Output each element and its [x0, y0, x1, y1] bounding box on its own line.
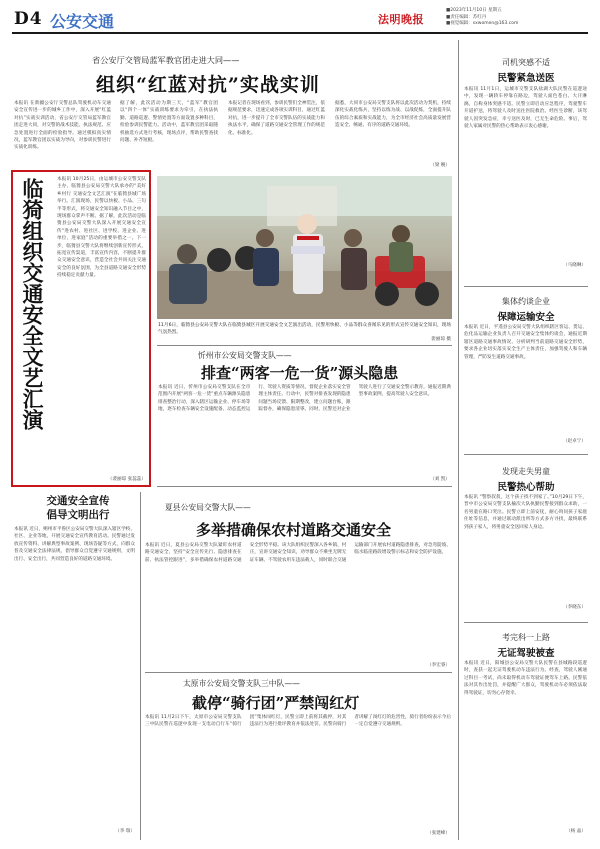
sec2-kicker: 忻州市公安局交警支队——: [198, 351, 292, 360]
page-number: D4: [14, 9, 43, 29]
right2-body: 本报讯 近日，平遥县公安局交警大队组织辖区客运、货运、危化品运输企业负责人召开交通安全集体约谈会，通报近期辖区道路交通事故情况，分析研判当前道路交通安全形势，要求各企业切实落实安全生产主体责任，加强驾驶人和车辆管理，严防发生道路交通事故。: [464, 325, 587, 360]
lead-col-3: 本报记者在现场看到，参训民警们全神贯注，依据规范要求，迅速完成各项实训科目，通过红蓝对抗，进一步提升了全市交警队伍的实战能力和执法水平，确保了道路交通安全管理工作的规范化、标准化。: [228, 101, 325, 136]
sec2-signature: （刘 凯）: [430, 477, 450, 482]
right3-kicker: 发现走失男童: [502, 467, 550, 476]
left-bottom-headline: 交通安全宣传 倡导文明出行: [46, 495, 110, 521]
section-rule-2: [157, 486, 452, 487]
right4-body: 本报讯 近日，阳城县公安局交警大队民警在县城路段巡逻时，查获一起无证驾驶机动车违法行为。经查，驾驶人刚通过科目一考试，尚未取得机动车驾驶证便驾车上路。民警依法对其作出处罚，并提醒广大群众，驾驶机动车必须依法取得驾驶证，切勿心存侥幸。: [464, 661, 587, 696]
lead-photo: [157, 176, 452, 319]
feature-signature: （裴丽琼 张蕊蕊）: [107, 477, 146, 482]
sec3-headline: 多举措确保农村道路交通安全: [196, 521, 392, 539]
right1-signature: （马晓琳）: [563, 263, 586, 268]
right3-body: 本报讯 “警察叔叔，这个孩子找不到家了。”10月29日下午，晋中市公安局交警支队榆次大队执勤民警接到群众求助，一名男童在路口哭泣。民警立即上前安抚，耐心询问孩子家庭住址等信息，并通过联动派出所等方式多方寻找，最终联系到孩子家人，将男童安全送回家人身边。: [464, 495, 587, 530]
masthead-rule: [12, 32, 588, 34]
sec2-body: 本报讯 近日，忻州市公安局交警支队在全市范围内开展“两客一危一货”重点车辆源头隐患排查整治行动，深入辖区运输企业、停车场等地，逐车检查车辆安全设施配备、动态监控运行、驾驶人资质等情况，督促企业落实安全管理主体责任。行动中，民警对排查发现的隐患问题当场反馈、限期整改，建立问题台账，跟踪督办，确保隐患清零。同时，民警还对企业驾驶人进行了交通安全警示教育，通报近期典型事故案例，提高驾驶人安全意识。: [158, 385, 451, 413]
right1-headline: 民警紧急送医: [497, 73, 555, 84]
right-rule-3: [464, 622, 588, 623]
editor: ■责任编辑：苏红丹: [446, 14, 487, 20]
feature-body: 本报讯 10月25日，由运城市公安交警支队主办、临猗县公安局交警大队承办的“美好乡村行 交通安全文艺汇演”在临猗县城广场举行。汇演现场，民警以快板、小品、三句半等形式，将交通安全知识融入节目之中，现场群众掌声不断。据了解，此次活动是临猗县公安局交警大队深入开展交通安全宣传“进农村、进社区、进学校、进企业、进单位、进家庭”活动的重要举措之一。下一步，临猗县交警大队将继续创新宣传形式，拓宽宣传渠道，丰富宣传内容，不断提升群众交通安全意识，营造全社会共同关注交通安全的良好氛围，为全县道路交通安全形势持续稳定贡献力量。: [57, 177, 146, 279]
feature-headline: 临猗组织交通安全文艺汇演: [20, 178, 45, 430]
right4-kicker: 考完科一上路: [502, 633, 550, 642]
photo-illustration: [157, 176, 452, 319]
right2-headline: 保障运输安全: [497, 312, 555, 323]
sec4-body: 本报讯 11月2日下午，太原市公安局交警支队三中队民警在巡逻中发现一支电动自行车“骑行团”集体闯红灯，民警立即上前将其截停，对其违法行为进行批评教育并依法处罚。民警向骑行者讲解了闯红灯的危害性，骑行者纷纷表示今后一定自觉遵守交通规则。: [145, 715, 451, 728]
right1-body: 本报讯 11月1日，运城市交警支队盐湖大队民警在巡逻途中，发现一辆轿车停靠在路边，驾驶人面色苍白、大汗淋漓，自称身体突感不适。民警立即启动应急程序，驾驶警车开道护送，将驾驶人及时送往医院救治。经医生诊断，该驾驶人因突发急症，幸亏送医及时，已无生命危险。事后，驾驶人家属对民警的热心帮助表示衷心感谢。: [464, 87, 587, 130]
right2-kicker: 集体约谈企业: [502, 297, 550, 306]
lead-headline: 组织“红蓝对抗”实战实训: [96, 74, 320, 96]
right-rule-1: [464, 286, 588, 287]
section-rule-3: [145, 672, 452, 673]
left-bottom-vrule: [140, 492, 141, 840]
right3-signature: （李晓东）: [563, 605, 586, 610]
right1-kicker: 司机突感不适: [502, 58, 550, 67]
photo-caption: 11月6日，临猗县公安局交警大队在临猗县城区开展交通安全文艺演出活动，民警用快板、小品等群众喜闻乐见的形式宣传交通安全知识，现场气氛热烈。: [158, 323, 451, 336]
visual-editor: ■视觉编辑：sxwomen@163.com: [446, 21, 519, 27]
lead-col-4: 据悉，大同市公安局交警支队将以此次活动为契机，持续深化实战化练兵，坚持以练为战、以战促练，全面提升队伍的综合素质和实战能力，为全市经济社会高质量发展营造安全、畅通、有序的道路交通环境。: [335, 101, 451, 129]
left-bottom-signature: （李 瑞）: [115, 829, 135, 834]
masthead-logo: 法明晚报: [378, 13, 424, 26]
masthead-info: [446, 8, 518, 28]
section-title: 公安交通: [50, 12, 115, 31]
right4-signature: （杨 晶）: [566, 829, 586, 834]
sec3-signature: （李宏睿）: [427, 663, 450, 668]
sec3-kicker: 夏县公安局交警大队——: [165, 503, 251, 512]
lead-col-1: 本报讯 在新疆公安厅交警总队驾驶机动车交通安全宣传进一步的城乡工作中，深入开展“红蓝对抗”实战实训活动，省公安厅交管局蓝军教官团走进大同，对交警的战术技能、执法规范、应急处置进行全面的检验指导。通过模拟真实情况，蓝军教官团以实战为导向，对参训民警进行实战化训练。: [14, 101, 111, 151]
sec3-body: 本报讯 近日，夏县公安局交警大队紧盯农村道路交通安全，坚持“安全宣传先行、隐患排查在前、执法管控跟进”，多举措确保农村道路交通安全形势平稳。该大队组织民警深入各乡镇、村庄，宣讲交通安全知识，劝导群众不乘坐无牌无证车辆、不驾驶农用车违法载人，同时联合交通运输部门开展农村道路隐患排查，对急弯陡坡、临水临崖路段增设警示标志和安全防护设施。: [145, 543, 451, 563]
right-rule-2: [464, 454, 588, 455]
sec4-headline: 截停“骑行团”严禁闯红灯: [192, 694, 360, 712]
lead-signature: （梁 婉）: [430, 163, 450, 168]
right3-headline: 民警热心帮助: [497, 482, 555, 493]
lead-col-2: 据了解，此次活动为期三天，“蓝军”教官团以“四个一体”实战训练要求为牵引，在执法执勤、道路巡逻、警情处置等方面设置多种科目，检验参训民警能力。活动中，蓝军教官团采取随机抽选方式进行考核，现场点评，帮助民警查找问题、补齐短板。: [120, 101, 218, 144]
left-bottom-body: 本报讯 近日，朔州市平鲁区公安局交警大队深入辖区学校、社区、企业等地，开展交通安全宣传教育活动。民警通过发放宣传资料、讲解典型事故案例、现场答疑等方式，向群众普及交通安全法律法规，倡导群众自觉遵守交通规则，文明出行、安全出行，共同营造良好的道路交通环境。: [14, 527, 135, 562]
photo-credit: 裴丽琼 摄: [431, 337, 451, 342]
sec4-kicker: 太原市公安局交警支队三中队——: [183, 679, 300, 688]
sec4-signature: （张建峰）: [427, 831, 450, 836]
right4-headline: 无证驾驶被查: [497, 648, 555, 659]
sec2-headline: 排查“两客一危一货”源头隐患: [201, 364, 399, 382]
section-rule-1: [157, 345, 452, 346]
right-column-divider: [458, 40, 459, 840]
issue-date: ■2023年11月10日 星期五: [446, 8, 502, 13]
lead-kicker: 省公安厅交管局蓝军教官团走进大同——: [92, 55, 240, 65]
right2-signature: （赵卓宁）: [563, 439, 586, 444]
